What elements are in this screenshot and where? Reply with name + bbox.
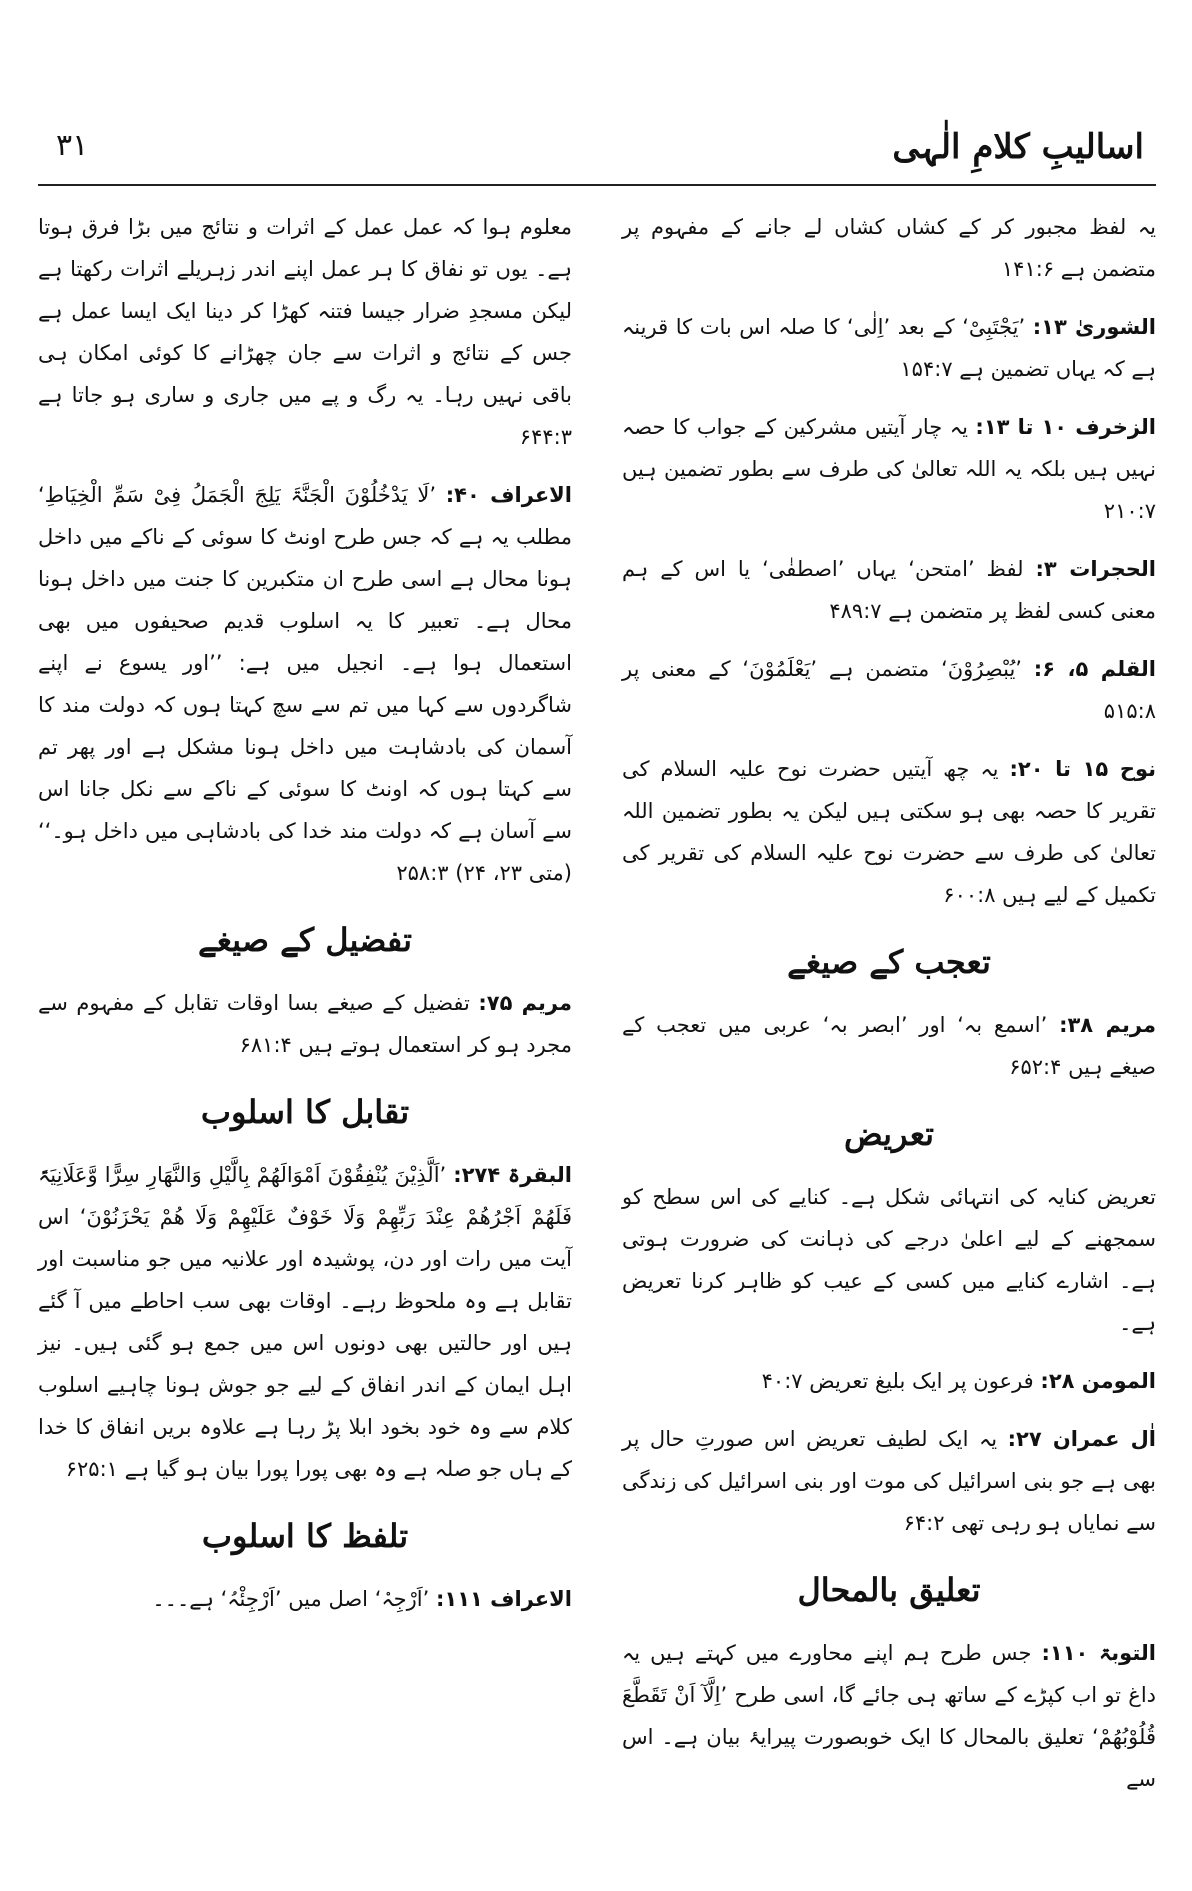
paragraph: مریم ۳۸: ’اسمع بہ‘ اور ’ابصر بہ‘ عربی میں تعجب کے صیغے ہیں ۶۵۲:۴ bbox=[622, 1013, 1156, 1079]
paragraph: القلم ۵، ۶: ’یُبْصِرُوْنَ‘ متضمن ہے ’یَعْلَمُوْنَ‘ کے معنی پر ۵۱۵:۸ bbox=[622, 657, 1156, 723]
paragraph: الاعراف ۱۱۱: ’اَرْجِہْ‘ اصل میں ’اَرْجِئْہُ‘ ہے۔۔۔ bbox=[152, 1587, 572, 1611]
reference: البقرۃ ۲۷۴: bbox=[453, 1163, 572, 1187]
reference: الزخرف ۱۰ تا ۱۳: bbox=[975, 415, 1156, 439]
reference: الحجرات ۳: bbox=[1035, 557, 1157, 581]
paragraph: الاعراف ۴۰: ’لَا یَدْخُلُوْنَ الْجَنَّۃَ یَلِجَ الْجَمَلُ فِیْ سَمِّ الْخِیَاطِ‘ مطلب یہ ہے کہ جس طرح اونٹ کا سوئی کے ناکے میں داخل ہونا محال ہے اسی طرح ان متکبرین کا جنت میں داخل ہونا محال ہے۔ تعبیر کا یہ اسلوب قدیم صحیفوں میں بھی استعمال ہوا ہے۔ انجیل میں ہے: ’’اور یسوع نے اپنے شاگردوں سے کہا میں تم سے سچ کہتا ہوں کہ دولت مند کا آسمان کی بادشاہت میں داخل ہونا مشکل ہے اور پھر تم سے کہتا ہوں کہ اونٹ کا سوئی کے ناکے سے نکل جانا اس سے آسان ہے کہ دولت مند خدا کی بادشاہی میں داخل ہو۔‘‘ (متی ۲۳، ۲۴) ۲۵۸:۳ bbox=[38, 483, 572, 885]
book-title: اسالیبِ کلامِ الٰہی bbox=[892, 127, 1144, 167]
paragraph: یہ لفظ مجبور کر کے کشاں کشاں لے جانے کے مفہوم پر متضمن ہے ۱۴۱:۶ bbox=[622, 215, 1156, 281]
paragraph: الزخرف ۱۰ تا ۱۳: یہ چار آیتیں مشرکین کے جواب کا حصہ نہیں ہیں بلکہ یہ اللہ تعالیٰ کی طرف سے بطور تضمین ہیں ۲۱۰:۷ bbox=[622, 415, 1156, 523]
paragraph: مریم ۷۵: تفضیل کے صیغے بسا اوقات تقابل کے مفہوم سے مجرد ہو کر استعمال ہوتے ہیں ۶۸۱:۴ bbox=[38, 991, 572, 1057]
paragraph: نوح ۱۵ تا ۲۰: یہ چھ آیتیں حضرت نوح علیہ السلام کی تقریر کا حصہ بھی ہو سکتی ہیں لیکن یہ بطور تضمین اللہ تعالیٰ کی طرف سے حضرت نوح علیہ السلام کی تقریر کی تکمیل کے لیے ہیں ۶۰۰:۸ bbox=[622, 757, 1157, 907]
section-heading: تعلیق بالمحال bbox=[797, 1571, 981, 1609]
left-column bbox=[38, 206, 572, 1636]
paragraph: الشوریٰ ۱۳: ’یَجْتَبِیْ‘ کے بعد ’اِلٰی‘ کا صلہ اس بات کا قرینہ ہے کہ یہاں تضمین ہے ۱۵۴:۷ bbox=[622, 315, 1156, 381]
page-number: ۳۱ bbox=[56, 128, 89, 163]
reference: اٰل عمران ۲۷: bbox=[1007, 1427, 1156, 1451]
paragraph: التوبۃ ۱۱۰: جس طرح ہم اپنے محاورے میں کہتے ہیں یہ داغ تو اب کپڑے کے ساتھ ہی جائے گا، اسی طرح ’اِلَّآ اَنْ تَقَطَّعَ قُلُوْبُھُمْ‘ تعلیق بالمحال کا ایک خوبصورت پیرایۂ بیان ہے۔ اس سے bbox=[622, 1641, 1156, 1791]
page-header bbox=[38, 120, 1156, 186]
reference: التوبۃ ۱۱۰: bbox=[1041, 1641, 1156, 1665]
section-heading: تعریض bbox=[843, 1115, 935, 1153]
paragraph: الحجرات ۳: لفظ ’امتحن‘ یہاں ’اصطفٰی‘ یا اس کے ہم معنی کسی لفظ پر متضمن ہے ۴۸۹:۷ bbox=[622, 557, 1157, 623]
section-heading: تعجب کے صیغے bbox=[787, 943, 991, 981]
reference: مریم ۷۵: bbox=[478, 991, 572, 1015]
reference: الاعراف ۱۱۱: bbox=[435, 1587, 572, 1611]
paragraph: تعریض کنایہ کی انتہائی شکل ہے۔ کنایے کی اس سطح کو سمجھنے کے لیے اعلیٰ درجے کی ذہانت کی ضرورت ہوتی ہے۔ اشارے کنایے میں کسی کے عیب کو ظاہر کرنا تعریض ہے۔ bbox=[622, 1185, 1156, 1335]
right-column bbox=[622, 206, 1156, 1816]
section-heading: تفضیل کے صیغے bbox=[197, 921, 412, 959]
paragraph: معلوم ہوا کہ عمل عمل کے اثرات و نتائج میں بڑا فرق ہوتا ہے۔ یوں تو نفاق کا ہر عمل اپنے اندر زہریلے اثرات رکھتا ہے لیکن مسجدِ ضرار جیسا فتنہ کھڑا کر دینا ایک ایسا عمل ہے جس کے نتائج و اثرات سے جان چھڑانے کا کوئی امکان ہی باقی نہیں رہا۔ یہ رگ و پے میں جاری و ساری ہو جاتا ہے ۶۴۴:۳ bbox=[38, 215, 572, 449]
section-heading: تقابل کا اسلوب bbox=[200, 1093, 410, 1131]
reference: القلم ۵، ۶: bbox=[1033, 657, 1156, 681]
paragraph: المومن ۲۸: فرعون پر ایک بلیغ تعریض ۴۰:۷ bbox=[761, 1369, 1156, 1393]
section-heading: تلفظ کا اسلوب bbox=[201, 1517, 409, 1555]
reference: نوح ۱۵ تا ۲۰: bbox=[1009, 757, 1157, 781]
paragraph: البقرۃ ۲۷۴: ’اَلَّذِیْنَ یُنْفِقُوْنَ اَمْوَالَھُمْ بِالَّیْلِ وَالنَّھَارِ سِرًّا وَّعَلَانِیَۃً فَلَھُمْ اَجْرُھُمْ عِنْدَ رَبِّھِمْ وَلَا خَوْفٌ عَلَیْھِمْ وَلَا ھُمْ یَحْزَنُوْنَ‘ اس آیت میں رات اور دن، پوشیدہ اور علانیہ میں جو مناسبت اور تقابل ہے وہ ملحوظ رہے۔ اوقات بھی سب احاطے میں آ گئے ہیں اور حالتیں بھی دونوں اس میں جمع ہو گئی ہیں۔ نیز اہل ایمان کے اندر انفاق کے لیے جو جوش ہونا چاہیے اسلوب کلام سے وہ خود بخود ابلا پڑ رہا ہے علاوہ بریں انفاق کا خدا کے ہاں جو صلہ ہے وہ بھی پورا پورا بیان ہو گیا ہے ۶۲۵:۱ bbox=[38, 1163, 572, 1481]
paragraph: اٰل عمران ۲۷: یہ ایک لطیف تعریض اس صورتِ حال پر بھی ہے جو بنی اسرائیل کی موت اور بنی اسرائیل کی زندگی سے نمایاں ہو رہی تھی ۶۴:۲ bbox=[622, 1427, 1156, 1535]
reference: الشوریٰ ۱۳: bbox=[1032, 315, 1156, 339]
reference: الاعراف ۴۰: bbox=[445, 483, 572, 507]
reference: مریم ۳۸: bbox=[1059, 1013, 1156, 1037]
reference: المومن ۲۸: bbox=[1040, 1369, 1156, 1393]
